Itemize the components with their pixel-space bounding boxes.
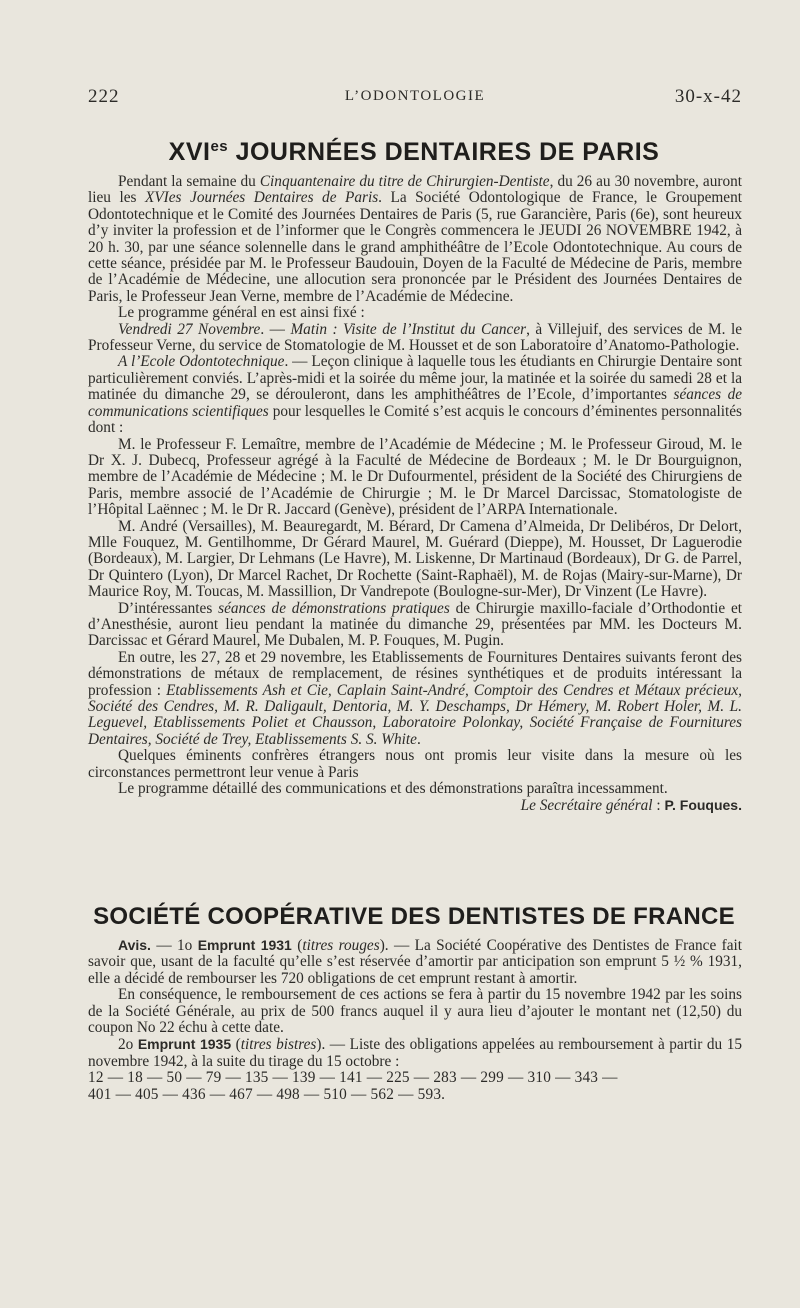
text: . — Leçon clinique à laquelle tous les étudiants en Chirurgie Dentaire sont particulièrement conviés. L’après-midi et la soirée du même jour, la matinée et la soirée du samedi 28 et la matinée du dimanche 29, se dérouleront, dans les amphithéâtres de l’Ecole, d’importantes — [88, 353, 743, 404]
text: , à Villejuif, des services de M. le Professeur Verne, du service de Stomatologie de M. Housset et de son Laboratoire d’Anatomo-Pathologie. — [88, 320, 742, 355]
text-italic: titres bistres — [240, 1036, 317, 1054]
text-italic: Etablissements Ash et Cie, Caplain Saint-André, Comptoir des Cendres et Métaux précieux, Société des Cendres, M. R. Daligault, Dentoria, M. Y. Deschamps, Dr Hémery, M. Robert Holer, M. L. Leguevel, Etablissements Poliet et Chausson, Laboratoire Polonkay, Société Française de Fournitures Dentaires, Société de Trey, Etablissements S. S. White — [88, 681, 742, 748]
title-rest: JOURNÉES DENTAIRES DE PARIS — [228, 138, 660, 166]
text: Pendant la semaine du — [118, 173, 260, 190]
signature-name: P. Fouques. — [664, 797, 742, 814]
issue-date: 30-x-42 — [674, 86, 742, 107]
paragraph: M. André (Versailles), M. Beauregardt, M. Bérard, Dr Camena d’Almeida, Dr Delibéros, Dr Delort, Mlle Fouquez, M. Gentilhomme, Dr Gérard Maurel, M. Guérard (Dieppe), M. Housset, Dr Laguerodie (Bordeaux), M. Largier, Dr Lehmans (Le Havre), M. Liskenne, Dr Martinaud (Bordeaux), Dr G. de Parrel, Dr Quintero (Lyon), Dr Marcel Rachet, Dr Rochette (Saint-Raphaël), M. de Rojas (Mairy-sur-Marne), Dr Maurice Roy, M. Toucas, M. Massillion, Dr Vandrepote (Boulogne-sur-Mer), Dr Vinzent (Le Havre). — [88, 517, 742, 601]
text: ( — [291, 937, 303, 954]
text: . La Société Odontologique de France, le Groupement Odontotechnique et le Comité des Journées Dentaires de Paris (5, rue Garancière, Paris (6e), sont heureux d’y inviter la profession et de l’informer que le Congrès commencera le JEUDI 26 NOVEMBRE 1942, à 20 h. 30, par une séance solennelle dans le grand amphithéâtre de l’Ecole Odontotechnique. Au cours de cette séance, présidée par M. le Professeur Baudouin, Doyen de la Faculté de Médecine de Paris, membre de l’Académie de Médecine, une allocution sera prononcée par le Président des Journées Dentaires de Paris, le Professeur Jean Verne, membre de l’Académie de Médecine. — [88, 189, 742, 305]
text: pour lesquelles le Comité s’est acquis le concours d’éminentes personnalités dont : — [88, 402, 742, 437]
text-bold: Emprunt 1931 — [197, 937, 292, 953]
paragraph — [88, 937, 742, 987]
text-italic: Vendredi 27 Novembre — [118, 320, 261, 338]
text: — 1o — [150, 937, 198, 954]
cooperative-body — [88, 937, 742, 1103]
text-italic: Matin : Visite de l’Institut du Cancer — [290, 320, 527, 338]
paragraph — [88, 650, 742, 748]
text-italic: séances de démonstrations pratiques — [218, 599, 450, 617]
journees-body — [88, 174, 742, 815]
section-title-journees — [88, 138, 740, 167]
text: de Chirurgie maxillo-faciale d’Orthodontie et d’Anesthésie, auront lieu pendant la matinée du dimanche 29, présentées par MM. les Docteurs M. Darcissac et Gérard Maurel, Me Dubalen, M. P. Fouques, M. Pugin. — [88, 599, 743, 650]
text-italic: XVIes Journées Dentaires de Paris — [144, 189, 379, 207]
text: ( — [231, 1036, 241, 1054]
text: , du 26 au 30 novembre, auront lieu les — [88, 173, 742, 207]
text: ). — La Société Coopérative des Dentistes de France fait savoir que, usant de la faculté qu’elle s’est réservée d’amortir par anticipation son emprunt 5 ½ % 1931, elle a décidé de rembourser les 720 obligations de cet emprunt restant à amortir. — [88, 937, 743, 987]
paragraph: Quelques éminents confrères étrangers nous ont promis leur visite dans la mesure où les circonstances permettront leur venue à Paris — [88, 747, 742, 781]
paragraph — [88, 354, 742, 436]
signature — [88, 797, 742, 814]
paragraph: Le programme général en est ainsi fixé : — [118, 304, 365, 322]
bond-number-list: 12 — 18 — 50 — 79 — 135 — 139 — 141 — 225 — 283 — 299 — 310 — 343 — — [88, 1069, 618, 1087]
title-prefix: XVI — [168, 138, 211, 166]
title-superscript: es — [210, 138, 229, 155]
text-italic: A l’Ecole Odontotechnique — [118, 353, 285, 371]
text: En outre, les 27, 28 et 29 novembre, les Etablissements de Fournitures Dentaires suivants feront des démonstrations de métaux de remplacement, de résines synthétiques et de produits intéressant la profession : — [88, 648, 742, 699]
text: . — — [260, 320, 291, 338]
signature-role: Le Secrétaire général — [520, 797, 653, 815]
paragraph: En conséquence, le remboursement de ces actions se fera à partir du 15 novembre 1942 par les soins de la Société Générale, au prix de 500 francs auquel il y aura lieu d’ajouter le montant net (12,50) du coupon No 22 échu à cette date. — [88, 986, 742, 1037]
text: : — [652, 797, 665, 815]
paragraph: Le programme détaillé des communications et des démonstrations paraîtra incessamment. — [118, 780, 668, 798]
paragraph — [88, 322, 742, 355]
journal-title: L’ODONTOLOGIE — [344, 88, 486, 104]
section-title-cooperative: SOCIÉTÉ COOPÉRATIVE DES DENTISTES DE FRANCE — [93, 903, 735, 930]
text-italic: titres rouges — [302, 937, 380, 954]
text-italic: séances de communications scientifiques — [88, 386, 743, 420]
text-italic: Cinquantenaire du titre de Chirurgien-Dentiste — [259, 173, 550, 190]
running-header — [88, 86, 742, 110]
bond-number-list: 401 — 405 — 436 — 467 — 498 — 510 — 562 — 593. — [88, 1085, 446, 1103]
text-bold: Avis. — [118, 937, 151, 953]
text: . — [416, 730, 421, 748]
text: ). — Liste des obligations appelées au remboursement à partir du 15 novembre 1942, à la suite du tirage du 15 octobre : — [88, 1036, 743, 1070]
text-bold: Emprunt 1935 — [137, 1036, 232, 1053]
paragraph: M. le Professeur F. Lemaître, membre de l’Académie de Médecine ; M. le Professeur Giroud, M. le Dr X. J. Dubecq, Professeur agrégé à la Faculté de Médecine de Bordeaux ; M. le Dr Bourguignon, membre de l’Académie de Médecine ; M. le Dr Dufourmentel, président de la Société des Chirurgiens de Paris, membre associé de l’Académie de Chirurgie ; M. le Dr Marcel Darcissac, Stomatologiste de l’Hôpital Laënnec ; M. le Dr R. Jaccard (Genève), président de l’ARPA Internationale. — [88, 435, 742, 519]
paragraph — [88, 1036, 742, 1070]
page-number: 222 — [88, 86, 120, 107]
paragraph — [88, 174, 742, 305]
paragraph — [88, 601, 742, 650]
text: 2o — [118, 1036, 138, 1054]
text: D’intéressantes — [118, 599, 219, 617]
